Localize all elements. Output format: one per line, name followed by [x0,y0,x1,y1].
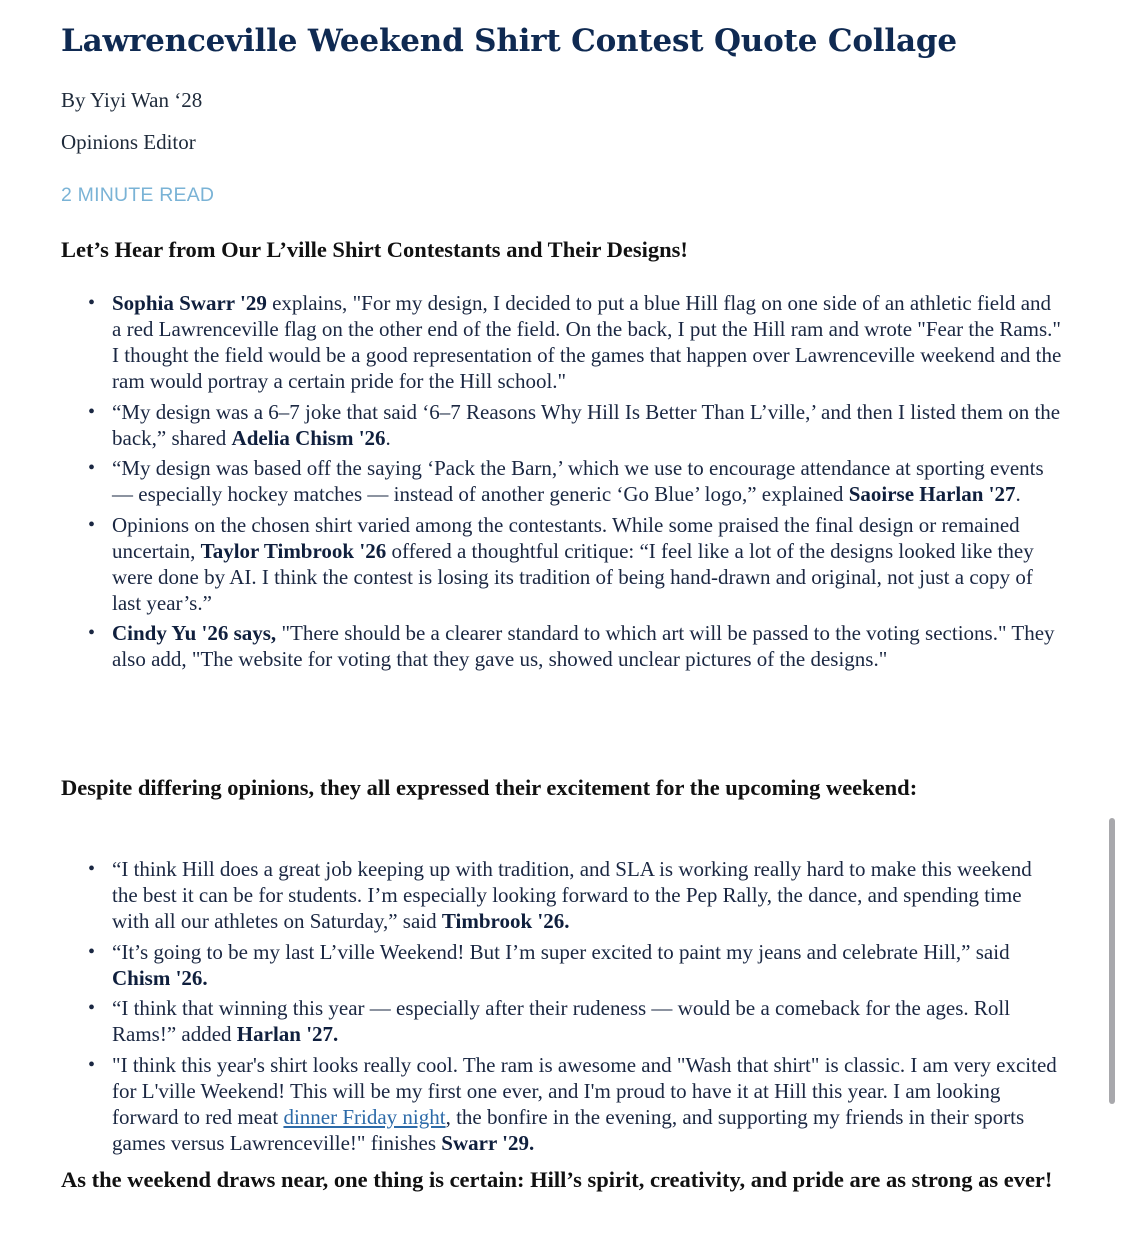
quote-verb: explains, [266,291,353,315]
excitement-quote-list [112,856,1062,1160]
quote-speaker: Harlan '27. [236,1022,339,1046]
byline: By Yiyi Wan ‘28 [61,88,203,112]
quote-end: . [385,425,391,450]
quote-speaker: Taylor Timbrook '26 [200,538,387,563]
list-item [112,512,1062,616]
quote-text: offered a thoughtful critique: “I feel like a lot of the designs looked like they were done by AI. I think the contest is losing its tradition of being hand-drawn and original, not just a copy of last year’s.” [112,538,1034,615]
author-role: Opinions Editor [61,130,196,154]
quote-speaker: Timbrook '26. [441,909,570,933]
quote-intro: Opinions on the chosen shirt varied among the contestants. While some praised the final design or remained uncertain, [112,512,1020,563]
contestant-quote-list [112,290,1062,677]
list-item [112,620,1062,672]
list-item [112,995,1062,1047]
quote-speaker: Sophia Swarr '29 [112,291,267,315]
list-item [112,455,1062,507]
list-item [112,399,1062,451]
quote-text: “My design was based off the saying ‘Pack the Barn,’ which we use to encourage attendance at sporting events — especially hockey matches — instead of another generic ‘Go Blue’ logo,” explained [112,456,1044,506]
article-title: Lawrenceville Weekend Shirt Contest Quote Collage [61,23,957,59]
list-item [112,290,1062,394]
list-item [112,856,1062,934]
quote-text: , the bonfire in the evening, and supporting my friends in their sports games versus Lawrenceville!" finishes [112,1104,1025,1155]
quote-text: “It’s going to be my last L’ville Weekend! But I’m super excited to paint my jeans and celebrate Hill,” said [112,939,1010,964]
list-item [112,939,1062,991]
closing-statement: As the weekend draws near, one thing is certain: Hill’s spirit, creativity, and pride are as strong as ever! [61,1167,1053,1192]
quote-text: "For my design, I decided to put a blue Hill flag on one side of an athletic field and a red Lawrenceville flag on the other end of the field. On the back, I put the Hill ram and wrote "Fear the Rams." I thought the field would be a good representation of the games that happen over Lawrenceville weekend and the ram would portray a certain pride for the Hill school." [112,291,1062,393]
quote-end: . [1015,482,1021,506]
quote-speaker: Saoirse Harlan '27 [848,482,1016,506]
dinner-friday-night-link[interactable]: dinner Friday night [283,1104,446,1129]
quote-speaker: Chism '26. [112,965,208,990]
vertical-scrollbar[interactable] [1109,818,1115,1104]
quote-text: “I think Hill does a great job keeping up with tradition, and SLA is working really hard to make this weekend the best it can be for students. I’m especially looking forward to the Pep Rally, the dance, and spending time with all our athletes on Saturday,” said [112,857,1032,933]
quote-text: "There should be a clearer standard to which art will be passed to the voting sections." They also add, "The website for voting that they gave us, showed unclear pictures of the designs." [112,621,1055,671]
section-heading-contestants: Let’s Hear from Our L’ville Shirt Contestants and Their Designs! [61,237,688,262]
quote-text: “My design was a 6–7 joke that said ‘6–7 Reasons Why Hill Is Better Than L’ville,’ and then I listed them on the back,” shared [112,399,1061,450]
quote-speaker: Swarr '29. [441,1130,535,1155]
list-item [112,1052,1062,1156]
section-heading-excitement: Despite differing opinions, they all expressed their excitement for the upcoming weekend: [61,775,918,800]
quote-speaker: Adelia Chism '26 [231,425,386,450]
quote-text: "I think this year's shirt looks really cool. The ram is awesome and "Wash that shirt" is classic. I am very excited for L'ville Weekend! This will be my first one ever, and I'm proud to have it at Hill this year. I am looking forward to red meat [112,1052,1057,1129]
quote-text: “I think that winning this year — especially after their rudeness — would be a comeback for the ages. Roll Rams!” added [112,996,1011,1046]
read-time: 2 MINUTE READ [61,184,215,206]
quote-speaker: Cindy Yu '26 says, [112,621,277,645]
